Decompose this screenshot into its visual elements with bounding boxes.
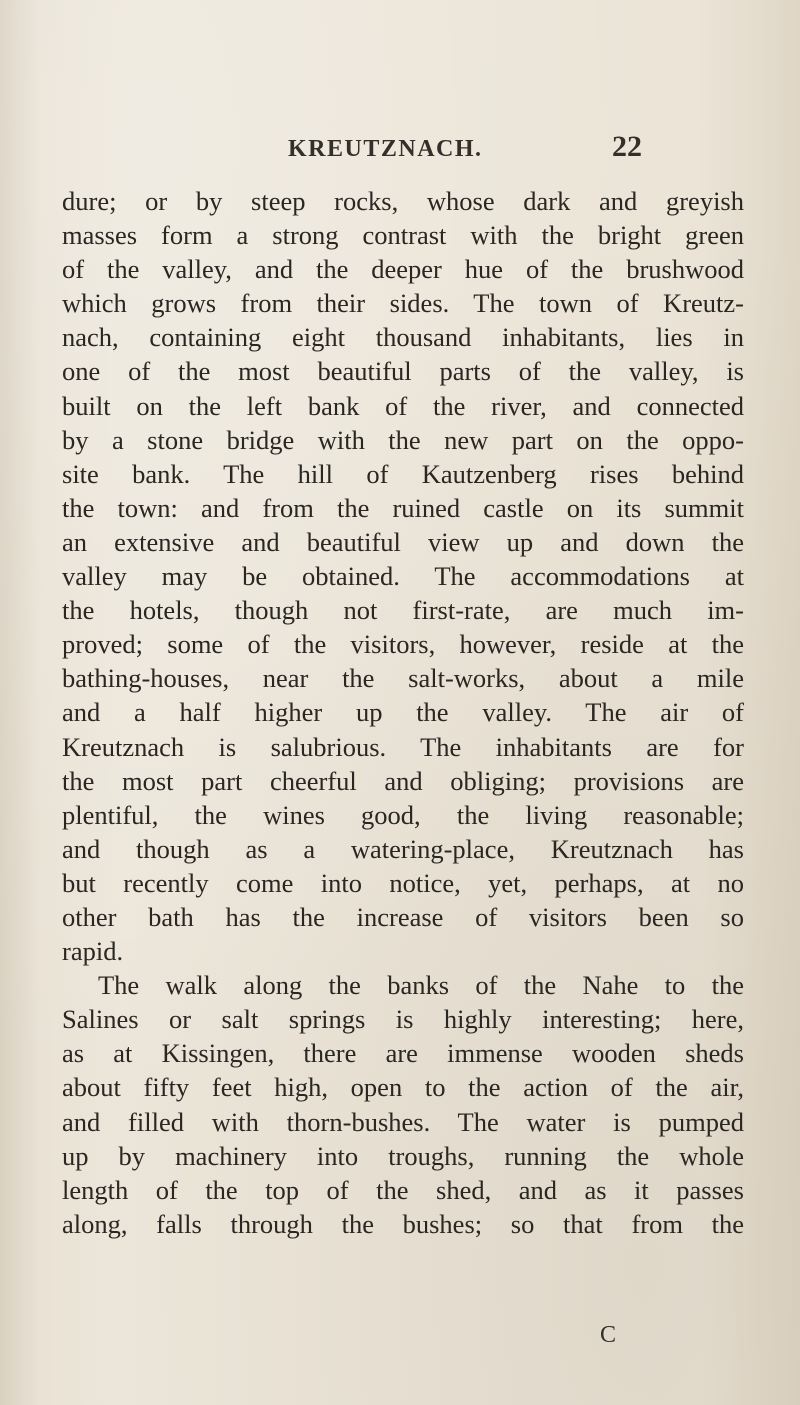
page-header xyxy=(0,130,800,176)
text-line: one of the most beautiful parts of the valley, is xyxy=(62,356,744,387)
text-line: along, falls through the bushes; so that from the xyxy=(62,1208,744,1239)
body-text xyxy=(62,184,744,1241)
text-line: the town: and from the ruined castle on its summit xyxy=(62,492,744,523)
text-line: and a half higher up the valley. The air of xyxy=(62,697,744,728)
text-line: plentiful, the wines good, the living reasonable; xyxy=(62,799,744,830)
text-line: about fifty feet high, open to the action of the air, xyxy=(62,1072,744,1103)
text-line: by a stone bridge with the new part on the oppo- xyxy=(62,424,744,455)
text-line: the hotels, though not first-rate, are much im- xyxy=(62,595,744,626)
paragraph-start-line: The walk along the banks of the Nahe to the xyxy=(98,970,744,1001)
text-line: other bath has the increase of visitors been so xyxy=(62,901,744,932)
text-line: and though as a watering-place, Kreutznach has xyxy=(62,833,744,864)
paragraph-end-line: rapid. xyxy=(62,936,124,967)
page-number: 22 xyxy=(612,130,642,163)
text-line: up by machinery into troughs, running the whole xyxy=(62,1140,744,1171)
text-line: which grows from their sides. The town of Kreutz- xyxy=(62,288,744,319)
text-line: Salines or salt springs is highly interesting; here, xyxy=(62,1004,744,1035)
text-line: valley may be obtained. The accommodations at xyxy=(62,561,744,592)
text-line: built on the left bank of the river, and connected xyxy=(62,390,744,421)
text-line: Kreutznach is salubrious. The inhabitants are for xyxy=(62,731,744,762)
text-line: site bank. The hill of Kautzenberg rises behind xyxy=(62,458,744,489)
text-line: and filled with thorn-bushes. The water is pumped xyxy=(62,1106,744,1137)
text-line: as at Kissingen, there are immense wooden sheds xyxy=(62,1038,744,1069)
signature-mark: C xyxy=(600,1322,617,1348)
text-line: dure; or by steep rocks, whose dark and greyish xyxy=(62,186,744,216)
text-line: of the valley, and the deeper hue of the brushwood xyxy=(62,254,744,285)
text-line: length of the top of the shed, and as it passes xyxy=(62,1174,744,1205)
text-line: nach, containing eight thousand inhabitants, lies in xyxy=(62,322,744,353)
text-line: proved; some of the visitors, however, reside at the xyxy=(62,629,744,660)
text-line: but recently come into notice, yet, perhaps, at no xyxy=(62,867,744,898)
text-line: masses form a strong contrast with the bright green xyxy=(62,220,744,251)
text-line: bathing-houses, near the salt-works, about a mile xyxy=(62,663,744,694)
text-line: an extensive and beautiful view up and down the xyxy=(62,526,744,557)
text-line: the most part cheerful and obliging; provisions are xyxy=(62,765,744,796)
running-head: KREUTZNACH. xyxy=(288,136,483,162)
